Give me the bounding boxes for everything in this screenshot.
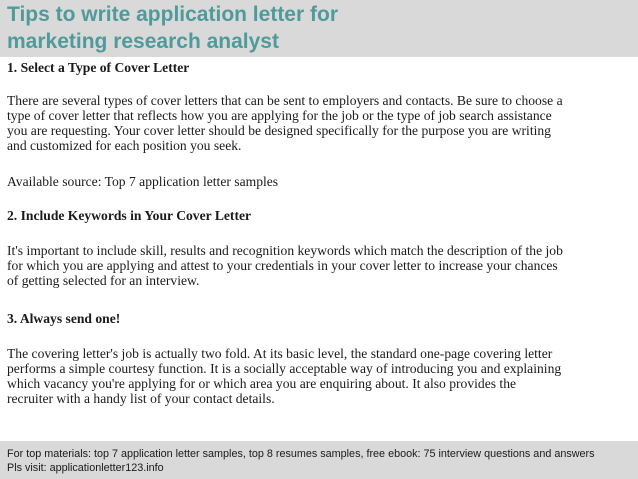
paragraph-2-line-1: It's important to include skill, results and recognition keywords which match the description of the job: [7, 243, 563, 258]
footer-banner: [0, 441, 638, 479]
paragraph-2-line-3: of getting selected for an interview.: [7, 273, 200, 288]
footer-line-1: For top materials: top 7 application letter samples, top 8 resumes samples, free ebook: 75 interview questions and answers: [7, 448, 595, 460]
section-heading-2: 2. Include Keywords in Your Cover Letter: [7, 208, 252, 223]
paragraph-1-line-2: type of cover letter that reflects how you are applying for the job or the type of job search assistance: [7, 108, 552, 123]
paragraph-1-line-4: and customized for each position you seek.: [7, 138, 242, 153]
section-heading-1: 1. Select a Type of Cover Letter: [7, 60, 190, 75]
paragraph-3-line-4: recruiter with a handy list of your contact details.: [7, 391, 275, 406]
paragraph-3-line-3: which vacancy you're applying for or which area you are enquiring about. It also provides the: [7, 376, 517, 391]
paragraph-1-line-1: There are several types of cover letters that can be sent to employers and contacts. Be sure to choose a: [7, 93, 563, 108]
page-title-line-1: Tips to write application letter for: [7, 3, 338, 26]
paragraph-3-line-2: performs a simple courtesy function. It is a socially acceptable way of introducing you and explaining: [7, 361, 562, 376]
paragraph-1-line-3: you are requesting. Your cover letter should be designed specifically for the purpose you are writing: [7, 123, 551, 138]
available-source-text: Available source: Top 7 application letter samples: [7, 174, 279, 189]
footer-line-2: Pls visit: applicationletter123.info: [7, 462, 164, 474]
title-banner: [0, 0, 638, 57]
paragraph-3-line-1: The covering letter's job is actually two fold. At its basic level, the standard one-page covering letter: [7, 346, 553, 361]
page-title-line-2: marketing research analyst: [7, 30, 279, 53]
section-heading-3: 3. Always send one!: [7, 311, 121, 326]
paragraph-2-line-2: for which you are applying and attest to your credentials in your cover letter to increase your chances: [7, 258, 558, 273]
